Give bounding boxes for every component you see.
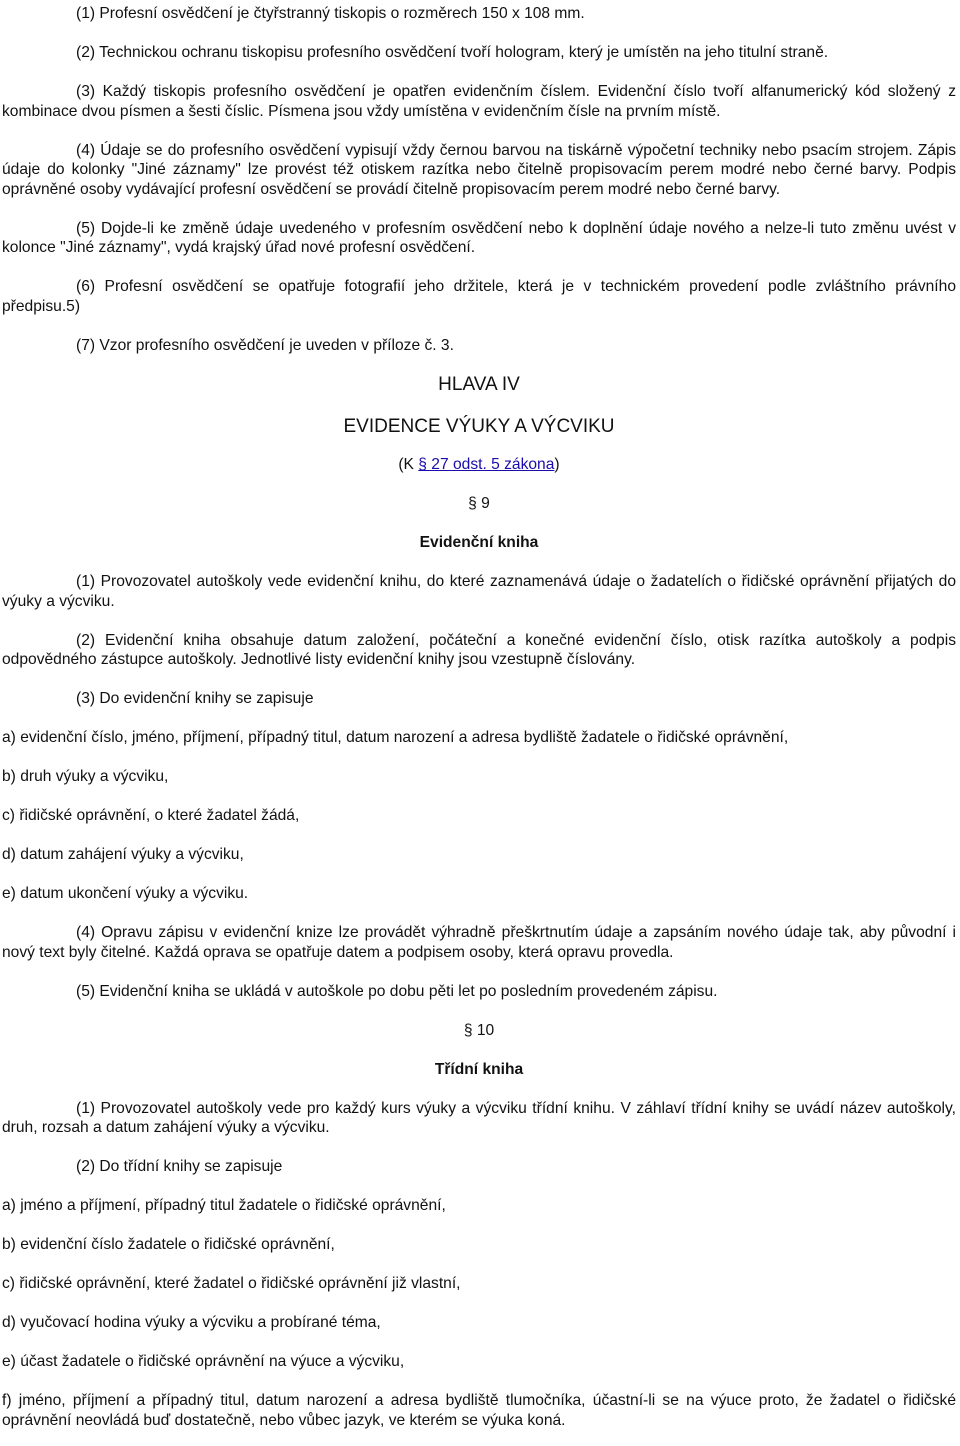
paragraph: (2) Do třídní knihy se zapisuje bbox=[76, 1158, 283, 1175]
section-number: § 10 bbox=[463, 1021, 495, 1039]
section-title: Evidenční kniha bbox=[419, 534, 539, 551]
paragraph: (2) Technickou ochranu tiskopisu profesního osvědčení tvoří hologram, který je umístěn na jeho titulní straně. bbox=[76, 44, 829, 61]
paragraph: (6) Profesní osvědčení se opatřuje fotografií jeho držitele, která je v technickém provedení podle zvláštního právního předpisu.5) bbox=[2, 278, 956, 315]
paragraph: (5) Dojde-li ke změně údaje uvedeného v profesním osvědčení nebo k doplnění údaje nového a nelze-li tuto změnu uvést v kolonce "Jiné záznamy", vydá krajský úřad nové profesní osvědčení. bbox=[2, 219, 956, 256]
list-item: a) jméno a příjmení, případný titul žadatele o řidičské oprávnění, bbox=[2, 1197, 446, 1214]
list-item: d) vyučovací hodina výuky a výcviku a probírané téma, bbox=[2, 1314, 381, 1331]
paragraph: (7) Vzor profesního osvědčení je uveden v příloze č. 3. bbox=[76, 336, 454, 354]
list-item: d) datum zahájení výuky a výcviku, bbox=[2, 846, 244, 863]
list-item: c) řidičské oprávnění, které žadatel o řidičské oprávnění již vlastní, bbox=[2, 1275, 461, 1292]
document-page bbox=[2, 4, 956, 1430]
section-title: Třídní kniha bbox=[434, 1060, 524, 1078]
list-item: e) účast žadatele o řidičské oprávnění na výuce a výcviku, bbox=[2, 1353, 405, 1370]
chapter-title: EVIDENCE VÝUKY A VÝCVIKU bbox=[343, 416, 615, 437]
law-reference-link[interactable]: § 27 odst. 5 zákona bbox=[418, 456, 555, 473]
chapter-heading: HLAVA IV bbox=[438, 374, 520, 395]
paragraph: (1) Profesní osvědčení je čtyřstranný tiskopis o rozměrech 150 x 108 mm. bbox=[76, 5, 585, 22]
paragraph: (4) Opravu zápisu v evidenční knize lze provádět výhradně přeškrtnutím údaje a zapsáním nového údaje tak, aby původní i nový text byly čitelné. Každá oprava se opatřuje datem a podpisem osoby, která opravu provedla. bbox=[2, 924, 956, 961]
paragraph: (1) Provozovatel autoškoly vede evidenční knihu, do které zaznamenává údaje o žadatelích o řidičské oprávnění přijatých do výuky a výcviku. bbox=[2, 573, 956, 610]
paragraph: (5) Evidenční kniha se ukládá v autoškole po dobu pěti let po posledním provedeném zápisu. bbox=[76, 982, 718, 1000]
paragraph: (3) Každý tiskopis profesního osvědčení je opatřen evidenčním číslem. Evidenční číslo tvoří alfanumerický kód složený z kombinace dvou písmen a šesti číslic. Písmena jsou vždy umístěna v evidenčním čísle na prvním místě. bbox=[2, 83, 956, 120]
paragraph: (4) Údaje se do profesního osvědčení vypisují vždy černou barvou na tiskárně výpočetní techniky nebo psacím strojem. Zápis údaje do kolonky "Jiné záznamy" lze provést též otiskem razítka nebo čitelně propisovacím perem modré nebo černé barvy. Podpis oprávněné osoby vydávající profesní osvědčení se provádí čitelně propisovacím perem modré nebo černé barvy. bbox=[2, 141, 956, 198]
paragraph: (3) Do evidenční knihy se zapisuje bbox=[76, 690, 314, 707]
list-item: f) jméno, příjmení a případný titul, datum narození a adresa bydliště tlumočníka, účastní-li se na výuce proto, že žadatel o řidičské oprávnění neovládá buď dostatečně, nebo vůbec jazyk, ve kterém se výuka koná. bbox=[2, 1392, 956, 1429]
law-reference bbox=[2, 455, 956, 475]
list-item: a) evidenční číslo, jméno, příjmení, případný titul, datum narození a adresa bydliště žadatele o řidičské oprávnění, bbox=[2, 729, 789, 746]
law-reference-open: (K bbox=[398, 456, 419, 473]
list-item: b) evidenční číslo žadatele o řidičské oprávnění, bbox=[2, 1236, 335, 1253]
paragraph: (1) Provozovatel autoškoly vede pro každý kurs výuky a výcviku třídní knihu. V záhlaví třídní knihy se uvádí název autoškoly, druh, rozsah a datum zahájení výuky a výcviku. bbox=[2, 1099, 956, 1136]
paragraph: (2) Evidenční kniha obsahuje datum založení, počáteční a konečné evidenční číslo, otisk razítka autoškoly a podpis odpovědného zástupce autoškoly. Jednotlivé listy evidenční knihy jsou vzestupně číslovány. bbox=[2, 631, 956, 668]
list-item: e) datum ukončení výuky a výcviku. bbox=[2, 885, 249, 902]
list-item: c) řidičské oprávnění, o které žadatel žádá, bbox=[2, 807, 300, 824]
law-reference-close: ) bbox=[554, 456, 560, 473]
list-item: b) druh výuky a výcviku, bbox=[2, 768, 169, 785]
section-number: § 9 bbox=[468, 495, 490, 512]
